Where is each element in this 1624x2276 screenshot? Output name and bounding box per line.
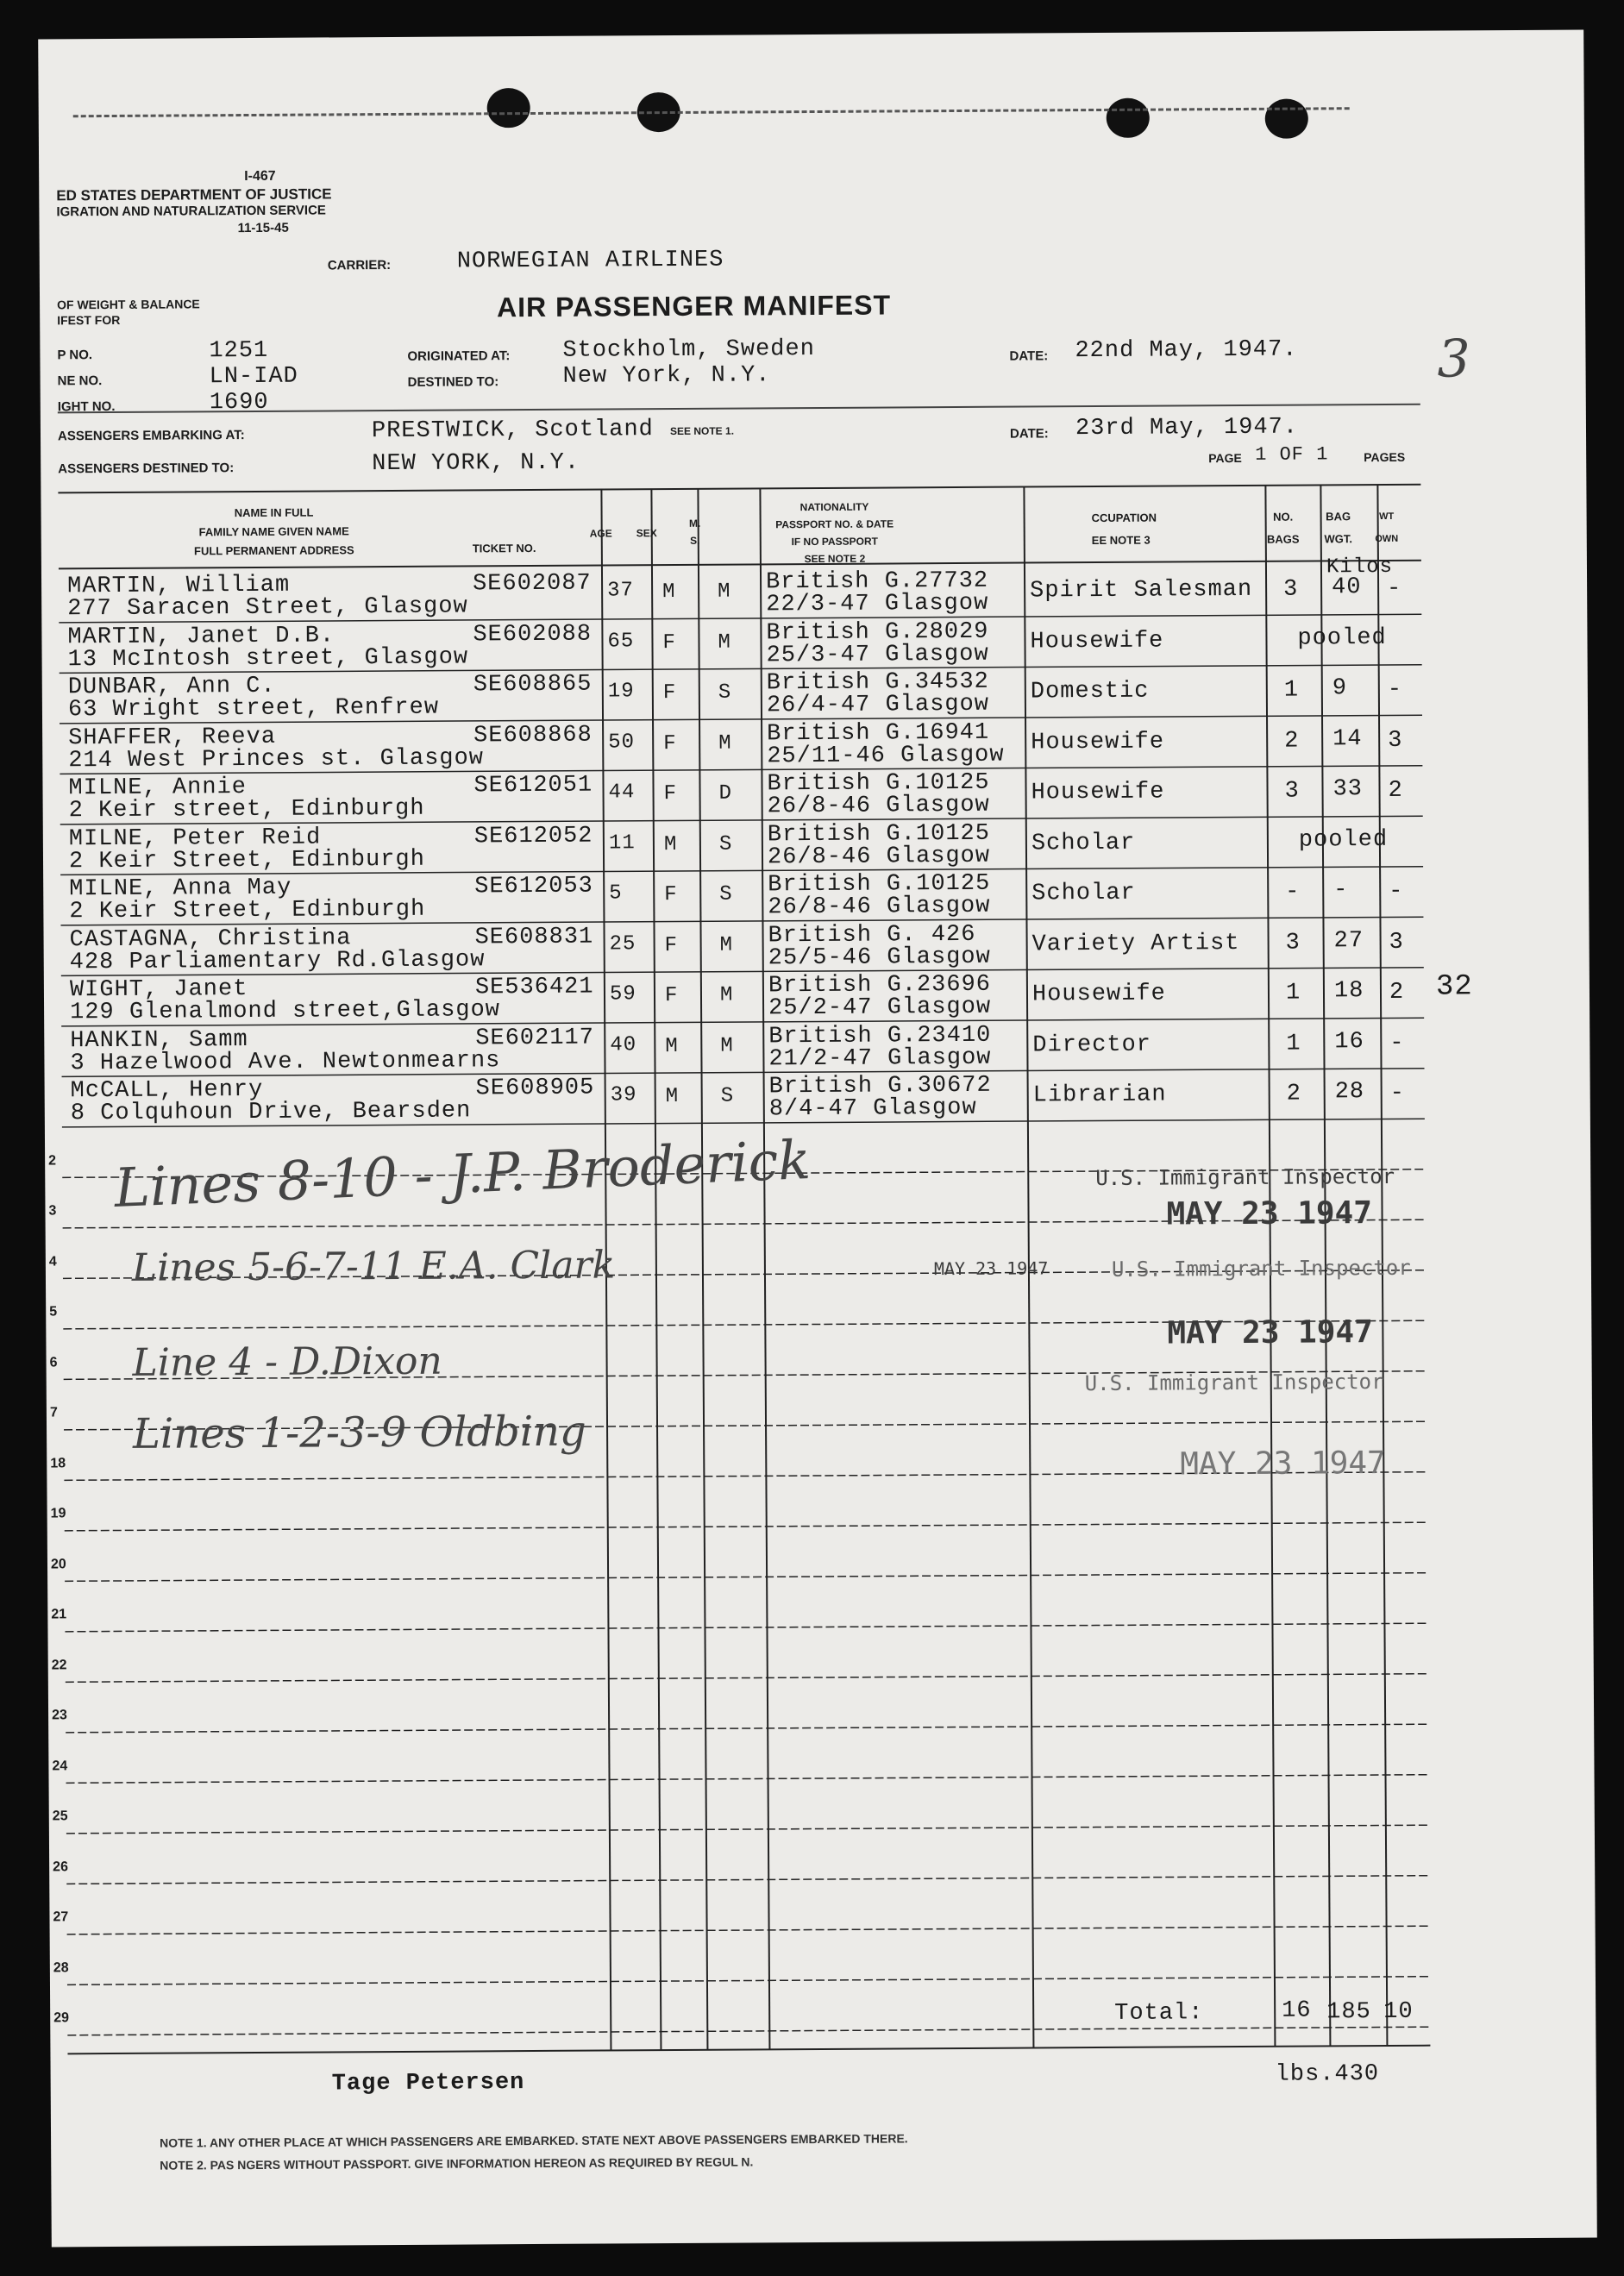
bag-count: 3 bbox=[1285, 930, 1301, 956]
bags-pooled: pooled bbox=[1297, 624, 1387, 652]
bag-count: 3 bbox=[1284, 778, 1300, 805]
marital-status: M bbox=[719, 983, 734, 1007]
passenger-name: SHAFFER, Reeva bbox=[68, 724, 277, 751]
table-row-divider bbox=[67, 1926, 1430, 1934]
page-label: PAGE bbox=[1208, 450, 1242, 466]
passenger-age: 11 bbox=[608, 831, 636, 855]
passenger-address: 2 Keir Street, Edinburgh bbox=[69, 896, 426, 925]
passenger-name: MARTIN, William bbox=[66, 572, 291, 600]
own-weight: 2 bbox=[1388, 777, 1403, 804]
own-weight: - bbox=[1387, 575, 1402, 602]
passenger-sex: F bbox=[664, 933, 679, 957]
note-1: NOTE 1. ANY OTHER PLACE AT WHICH PASSENGERS ARE EMBARKED. STATE NEXT ABOVE PASSENGERS EMBARKED THERE. bbox=[160, 2131, 908, 2150]
marital-status: S bbox=[718, 832, 733, 856]
form-date: 11-15-45 bbox=[237, 220, 289, 236]
table-row-divider bbox=[66, 1724, 1428, 1733]
ship-no: 1251 bbox=[209, 337, 269, 365]
row-number: 3 bbox=[48, 1203, 57, 1219]
ticket-number: SE608865 bbox=[473, 671, 593, 699]
passenger-sex: M bbox=[662, 580, 676, 605]
passenger-age: 40 bbox=[610, 1032, 637, 1056]
table-row-divider bbox=[67, 1977, 1430, 1985]
page-value: 1 OF 1 bbox=[1255, 443, 1329, 466]
passport-date: 25/11-46 Glasgow bbox=[767, 742, 1005, 769]
ticket-number: SE612051 bbox=[473, 772, 593, 799]
row-number: 21 bbox=[51, 1607, 67, 1622]
passenger-address: 13 McIntosh street, Glasgow bbox=[67, 643, 469, 673]
bag-weight: 9 bbox=[1332, 675, 1348, 702]
row-number: 5 bbox=[49, 1304, 58, 1320]
col-wgt-line-2: WGT. bbox=[1324, 532, 1353, 546]
passport-date: 25/5-46 Glasgow bbox=[768, 944, 991, 971]
passport-date: 26/8-46 Glasgow bbox=[767, 843, 991, 870]
passport-date: 26/8-46 Glasgow bbox=[768, 893, 991, 921]
row-number: 4 bbox=[48, 1253, 57, 1269]
passenger-name: MILNE, Anna May bbox=[69, 875, 292, 903]
passenger-sex: M bbox=[665, 1034, 679, 1058]
bag-weight: 27 bbox=[1333, 927, 1364, 954]
passenger-name: MILNE, Annie bbox=[68, 774, 248, 802]
passenger-address: 8 Colquhoun Drive, Bearsden bbox=[70, 1098, 472, 1127]
col-name-line-3: FULL PERMANENT ADDRESS bbox=[193, 543, 354, 558]
row-number: 7 bbox=[49, 1405, 58, 1420]
table-column-divider bbox=[651, 489, 661, 2050]
see-note-1: SEE NOTE 1. bbox=[669, 424, 735, 438]
own-weight: - bbox=[1389, 1030, 1405, 1056]
nationality-passport: British G.10125 bbox=[767, 769, 990, 798]
bag-weight: 18 bbox=[1333, 978, 1364, 1005]
occupation: Director bbox=[1032, 1031, 1152, 1058]
date-stamp-1: MAY 23 1947 bbox=[1166, 1195, 1373, 1232]
bag-count: 1 bbox=[1283, 677, 1300, 704]
row-number: 23 bbox=[52, 1708, 67, 1723]
total-label: Total: bbox=[1114, 2000, 1204, 2027]
occupation: Housewife bbox=[1031, 981, 1166, 1008]
passenger-age: 37 bbox=[607, 579, 635, 603]
occupation: Scholar bbox=[1031, 880, 1136, 907]
passport-date: 26/8-46 Glasgow bbox=[767, 792, 990, 820]
bag-count: 2 bbox=[1286, 1081, 1301, 1107]
occupation: Domestic bbox=[1030, 678, 1150, 705]
bags-pooled: pooled bbox=[1298, 826, 1389, 854]
date-stamp-small: MAY 23 1947 bbox=[933, 1257, 1049, 1280]
passenger-name: MILNE, Peter Reid bbox=[68, 825, 322, 852]
passenger-name: HANKIN, Samm bbox=[70, 1026, 248, 1054]
passenger-name: WIGHT, Janet bbox=[69, 976, 248, 1004]
ticket-number: SE536421 bbox=[474, 974, 594, 1001]
embarking-label: ASSENGERS EMBARKING AT: bbox=[57, 428, 245, 444]
own-weight: 2 bbox=[1389, 979, 1405, 1006]
passenger-age: 25 bbox=[609, 931, 636, 956]
plane-no-label: NE NO. bbox=[57, 373, 103, 389]
bag-weight: - bbox=[1333, 877, 1349, 904]
own-weight: - bbox=[1387, 676, 1403, 703]
ticket-number: SE612053 bbox=[474, 873, 593, 900]
bag-weight: 33 bbox=[1332, 776, 1364, 803]
col-ms-line-1: M. bbox=[688, 517, 701, 530]
nationality-passport: British G.23696 bbox=[768, 971, 992, 1000]
own-weight: 3 bbox=[1389, 929, 1404, 956]
passenger-age: 19 bbox=[607, 680, 635, 704]
occupation: Housewife bbox=[1031, 729, 1165, 756]
passenger-address: 63 Wright street, Renfrew bbox=[67, 694, 440, 724]
nationality-passport: British G. 426 bbox=[768, 921, 976, 949]
marital-status: M bbox=[719, 933, 734, 957]
col-ticket-header: TICKET NO. bbox=[472, 541, 536, 555]
row-number: 24 bbox=[52, 1758, 68, 1773]
col-nat-line-4: SEE NOTE 2 bbox=[804, 552, 866, 566]
col-bags-header bbox=[1257, 506, 1309, 551]
nationality-passport: British G.16941 bbox=[767, 719, 990, 747]
ship-no-label: P NO. bbox=[57, 348, 93, 363]
form-number: I-467 bbox=[244, 168, 276, 185]
passenger-age: 5 bbox=[609, 881, 623, 906]
nationality-passport: British G.10125 bbox=[768, 870, 991, 899]
col-bags-line-1: NO. bbox=[1272, 510, 1294, 524]
col-occ-line-1: CCUPATION bbox=[1091, 511, 1157, 525]
passport-date: 22/3-47 Glasgow bbox=[766, 590, 989, 618]
marital-status: D bbox=[718, 781, 733, 806]
destined-label: DESTINED TO: bbox=[407, 374, 499, 390]
side-total: 32 bbox=[1435, 970, 1473, 1004]
handwritten-line-1: Lines 8-10 - J.P. Broderick bbox=[113, 1127, 812, 1220]
manifest-paper bbox=[38, 30, 1597, 2248]
bag-count: 3 bbox=[1283, 576, 1299, 603]
date-stamp-3: MAY 23 1947 bbox=[1180, 1445, 1386, 1483]
nationality-passport: British G.23410 bbox=[768, 1022, 992, 1050]
table-top-border bbox=[58, 485, 1420, 493]
nationality-passport: British G.34532 bbox=[766, 668, 989, 697]
col-occ-line-2: EE NOTE 3 bbox=[1091, 533, 1151, 548]
handwritten-line-4: Lines 1-2-3-9 Oldbing bbox=[132, 1407, 586, 1458]
table-row-divider bbox=[66, 1674, 1428, 1683]
col-age-header: AGE bbox=[589, 527, 612, 540]
col-name-line-1: NAME IN FULL bbox=[234, 505, 314, 520]
embarking-value: PRESTWICK, Scotland bbox=[371, 417, 654, 445]
inspector-stamp-3: U.S. Immigrant Inspector bbox=[1084, 1369, 1384, 1396]
flight-no-label: IGHT NO. bbox=[57, 398, 116, 415]
col-ms-header bbox=[678, 515, 712, 549]
margin-mark: 3 bbox=[1437, 329, 1470, 390]
col-own-line-1: WT bbox=[1379, 511, 1395, 523]
manifest-for-label: IFEST FOR bbox=[57, 312, 121, 328]
marital-status: S bbox=[720, 1084, 735, 1108]
table-row-divider bbox=[67, 2027, 1430, 2035]
passenger-sex: F bbox=[662, 680, 677, 705]
passenger-address: 428 Parliamentary Rd.Glasgow bbox=[69, 946, 486, 975]
passenger-sex: F bbox=[663, 781, 678, 806]
occupation: Housewife bbox=[1031, 779, 1165, 806]
table-row-divider bbox=[65, 1573, 1427, 1582]
marital-status: M bbox=[718, 580, 731, 604]
passenger-name: DUNBAR, Ann C. bbox=[67, 673, 276, 701]
passenger-name: CASTAGNA, Christina bbox=[69, 925, 352, 953]
passenger-sex: F bbox=[664, 983, 679, 1008]
ticket-number: SE602117 bbox=[475, 1025, 594, 1051]
bag-weight: 28 bbox=[1334, 1079, 1365, 1106]
col-weight-header bbox=[1313, 505, 1364, 550]
col-occupation-header bbox=[1092, 507, 1157, 552]
inspector-stamp-2: U.S. Immigrant Inspector bbox=[1111, 1255, 1411, 1282]
nationality-passport: British G.28029 bbox=[766, 618, 989, 646]
handwritten-line-2: Lines 5-6-7-11 E.A. Clark bbox=[131, 1243, 616, 1290]
department-name: ED STATES DEPARTMENT OF JUSTICE bbox=[56, 185, 332, 204]
note-2: NOTE 2. PAS NGERS WITHOUT PASSPORT. GIVE INFORMATION HEREON AS REQUIRED BY REGUL N. bbox=[160, 2154, 754, 2173]
row-number: 28 bbox=[53, 1959, 69, 1975]
passenger-address: 277 Saracen Street, Glasgow bbox=[67, 593, 468, 623]
bag-weight: 16 bbox=[1334, 1028, 1364, 1055]
marital-status: M bbox=[718, 630, 731, 655]
col-name-line-2: FAMILY NAME GIVEN NAME bbox=[198, 524, 349, 539]
date-stamp-2: MAY 23 1947 bbox=[1167, 1314, 1373, 1351]
passenger-address: 2 Keir Street, Edinburgh bbox=[68, 846, 425, 875]
row-number: 29 bbox=[53, 2010, 70, 2026]
total-lbs: lbs.430 bbox=[1275, 2061, 1380, 2088]
carrier-label: CARRIER: bbox=[327, 258, 392, 273]
col-wgt-line-1: BAG bbox=[1326, 510, 1351, 524]
total-weight: 185 bbox=[1326, 1999, 1371, 2026]
col-nationality-header bbox=[730, 498, 937, 567]
table-row-divider bbox=[65, 1623, 1427, 1632]
row-number: 19 bbox=[50, 1506, 66, 1521]
occupation: Variety Artist bbox=[1031, 930, 1240, 957]
passport-date: 25/2-47 Glasgow bbox=[768, 994, 992, 1022]
passenger-age: 65 bbox=[607, 629, 635, 653]
col-own-header bbox=[1370, 505, 1404, 550]
row-number: 26 bbox=[53, 1859, 68, 1874]
own-weight: - bbox=[1389, 878, 1404, 905]
passenger-sex: F bbox=[663, 731, 677, 756]
flight-no: 1690 bbox=[209, 389, 269, 417]
passenger-age: 50 bbox=[608, 730, 636, 754]
occupation: Scholar bbox=[1031, 830, 1136, 856]
passenger-age: 39 bbox=[610, 1083, 637, 1107]
ticket-number: SE602087 bbox=[472, 570, 592, 598]
document-title: AIR PASSENGER MANIFEST bbox=[496, 289, 892, 323]
col-sex-header: SEX bbox=[636, 527, 657, 540]
table-row-divider bbox=[66, 1775, 1429, 1784]
row-number: 27 bbox=[53, 1909, 69, 1925]
passport-date: 8/4-47 Glasgow bbox=[768, 1094, 977, 1123]
date-label-2: DATE: bbox=[1009, 426, 1049, 442]
nationality-passport: British G.27732 bbox=[765, 567, 989, 596]
date-label: DATE: bbox=[1009, 348, 1049, 364]
destined-to-value: NEW YORK, N.Y. bbox=[372, 449, 580, 478]
passenger-address: 129 Glenalmond street,Glasgow bbox=[70, 997, 501, 1026]
nationality-passport: British G.10125 bbox=[767, 820, 990, 848]
carrier-value: NORWEGIAN AIRLINES bbox=[456, 247, 724, 275]
col-nat-line-3: IF NO PASSPORT bbox=[791, 535, 879, 549]
own-weight: - bbox=[1389, 1080, 1405, 1107]
table-column-divider bbox=[698, 489, 707, 2050]
kilos-label: Kilos bbox=[1326, 555, 1394, 580]
passport-date: 26/4-47 Glasgow bbox=[766, 691, 990, 719]
row-number: 20 bbox=[50, 1556, 66, 1571]
passenger-sex: M bbox=[665, 1084, 680, 1109]
passenger-age: 44 bbox=[608, 781, 636, 805]
table-row-divider bbox=[66, 1825, 1429, 1834]
passport-date: 25/3-47 Glasgow bbox=[766, 641, 989, 668]
col-ms-line-2: S. bbox=[690, 534, 700, 547]
row-number: 25 bbox=[52, 1809, 68, 1824]
ticket-number: SE608905 bbox=[475, 1075, 595, 1102]
bag-count: - bbox=[1285, 879, 1301, 906]
bag-weight: 40 bbox=[1332, 574, 1362, 601]
passenger-address: 214 West Princes st. Glasgow bbox=[68, 744, 485, 774]
col-own-line-2: OWN bbox=[1375, 533, 1399, 545]
passenger-address: 2 Keir street, Edinburgh bbox=[68, 795, 425, 825]
table-bottom-border bbox=[67, 2046, 1430, 2054]
total-bags: 16 bbox=[1282, 1997, 1312, 2024]
marital-status: S bbox=[718, 680, 732, 705]
occupation: Librarian bbox=[1032, 1082, 1167, 1109]
captain-signature: Tage Petersen bbox=[331, 2070, 525, 2097]
pages-label: PAGES bbox=[1364, 449, 1406, 465]
bag-count: 1 bbox=[1285, 980, 1301, 1006]
row-number: 22 bbox=[51, 1657, 67, 1672]
passenger-sex: F bbox=[664, 882, 678, 907]
date-originated: 22nd May, 1947. bbox=[1075, 336, 1298, 365]
ticket-number: SE602088 bbox=[473, 621, 593, 648]
ticket-number: SE608831 bbox=[474, 924, 594, 950]
passport-date: 21/2-47 Glasgow bbox=[768, 1044, 992, 1072]
plane-no: LN-IAD bbox=[209, 363, 298, 391]
destined-to-label: ASSENGERS DESTINED TO: bbox=[58, 461, 235, 477]
nationality-passport: British G.30672 bbox=[768, 1072, 992, 1100]
date-embarked: 23rd May, 1947. bbox=[1075, 414, 1299, 442]
passenger-name: MARTIN, Janet D.B. bbox=[67, 622, 335, 650]
total-own: 10 bbox=[1383, 1998, 1414, 2026]
occupation: Spirit Salesman bbox=[1030, 576, 1253, 605]
bag-weight: 14 bbox=[1332, 725, 1363, 752]
weight-balance-label: OF WEIGHT & BALANCE bbox=[57, 297, 200, 312]
col-nat-line-1: NATIONALITY bbox=[799, 500, 869, 514]
passenger-name: McCALL, Henry bbox=[70, 1076, 264, 1105]
destined-value: New York, N.Y. bbox=[562, 362, 771, 390]
manifest-table-grid bbox=[38, 30, 1597, 2248]
inspector-stamp-1: U.S. Immigrant Inspector bbox=[1095, 1163, 1395, 1191]
passenger-sex: M bbox=[663, 832, 678, 856]
marital-status: S bbox=[719, 882, 733, 906]
handwritten-line-3: Line 4 - D.Dixon bbox=[132, 1339, 442, 1385]
col-nat-line-2: PASSPORT NO. & DATE bbox=[775, 517, 894, 531]
bag-count: 2 bbox=[1284, 728, 1300, 755]
occupation: Housewife bbox=[1030, 628, 1164, 655]
originated-label: ORIGINATED AT: bbox=[407, 348, 511, 364]
marital-status: M bbox=[718, 731, 732, 756]
col-bags-line-2: BAGS bbox=[1266, 532, 1300, 546]
ticket-number: SE612052 bbox=[473, 823, 593, 850]
table-row-divider bbox=[66, 1876, 1429, 1884]
bag-count: 1 bbox=[1286, 1031, 1301, 1057]
passenger-sex: F bbox=[662, 630, 676, 655]
col-name-header bbox=[144, 503, 403, 561]
marital-status: M bbox=[720, 1034, 734, 1058]
table-row-divider bbox=[65, 1522, 1427, 1531]
originated-value: Stockholm, Sweden bbox=[562, 336, 815, 364]
ticket-number: SE608868 bbox=[473, 722, 593, 749]
row-number: 18 bbox=[50, 1455, 66, 1470]
service-name: IGRATION AND NATURALIZATION SERVICE bbox=[56, 203, 326, 220]
own-weight: 3 bbox=[1388, 727, 1403, 754]
passenger-address: 3 Hazelwood Ave. Newtonmearns bbox=[70, 1047, 501, 1076]
row-number: 2 bbox=[48, 1152, 57, 1168]
passenger-age: 59 bbox=[609, 982, 636, 1006]
row-number: 6 bbox=[49, 1354, 58, 1370]
